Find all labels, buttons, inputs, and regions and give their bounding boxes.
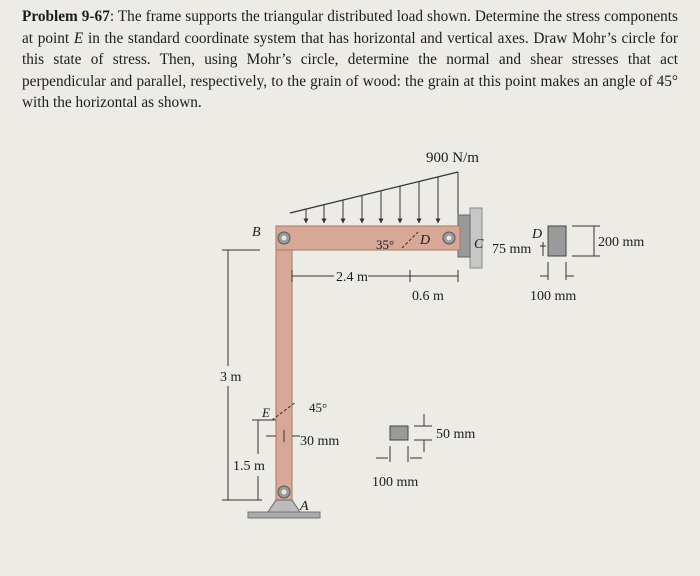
problem-point-e: E [73,29,84,47]
dim-50mm-label: 50 mm [436,427,476,442]
label-b: B [252,225,261,240]
label-c: C [474,237,484,252]
dim-3m-label: 3 m [220,370,242,385]
dim-100mm-lower-label: 100 mm [372,475,419,490]
dim-0-6m [410,270,458,282]
problem-label: Problem 9-67 [22,8,110,25]
problem-text-1: : The frame supports the triangular distributed load shown. Determine the stress components at point [22,8,678,47]
dim-1-5m-label: 1.5 m [233,459,265,474]
load-label: 900 N/m [426,150,479,166]
load-envelope-line [290,172,458,213]
distributed-load [290,172,458,224]
dim-30mm-label: 30 mm [300,434,340,449]
label-a: A [300,499,309,514]
load-arrows [306,177,438,223]
horizontal-beam [276,226,460,250]
label-d: D [420,233,431,248]
dim-100mm-right-label: 100 mm [530,289,577,304]
angle-35: 35° [376,237,395,252]
ground-support [248,500,320,518]
dim-0-6m-label: 0.6 m [412,289,444,304]
section-d-label: D [532,227,543,242]
dim-200mm-label: 200 mm [598,235,645,250]
problem-text-2: in the standard coordinate system that has horizontal and vertical axes. Draw Mohr’s circle for this state of stress. Then, using Mohr’s circle, determine the normal and shear stresses that act perpendicular and parallel, respectively, to the grain of wood: the grain at this point makes an angle of 45° with the horizontal as shown. [22,29,679,112]
vertical-post [276,250,292,500]
dim-75mm-label: 75 mm [492,242,532,257]
lower-cross-section [376,414,432,462]
angle-45: 45° [309,400,328,415]
label-e: E [262,405,270,420]
dim-2-4m-label: 2.4 m [336,270,368,285]
right-cross-section [540,226,600,280]
